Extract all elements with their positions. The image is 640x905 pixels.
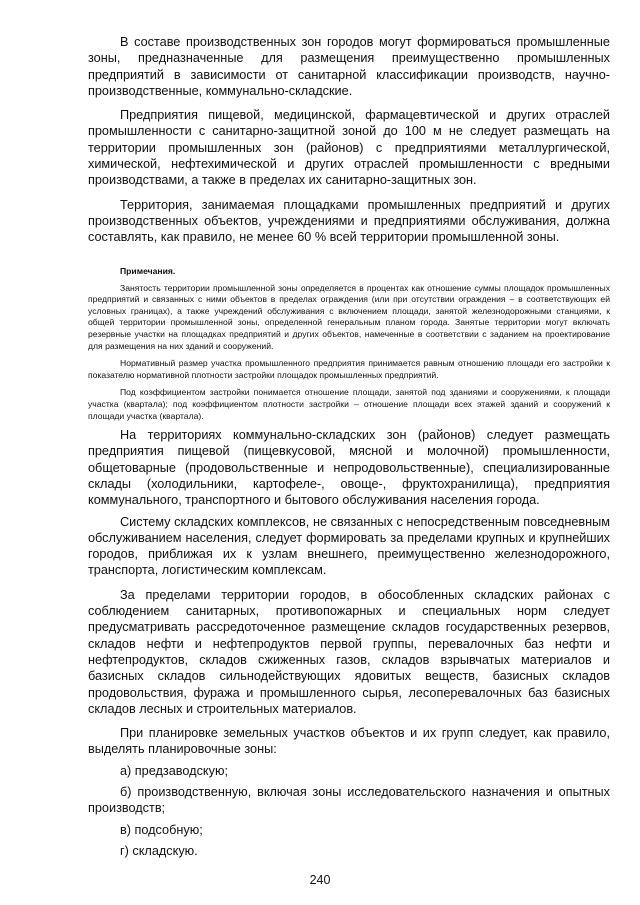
paragraph-warehouse-zones: На территориях коммунально-складских зон (районов) следует размещать предприятия пищевой (пищевкусовой, мясной и молочной) промышленности, общетоварные (продовольственные и непродовольственные), специализированные склады (холодильники, картофеле-, овоще-, фруктохранилища), предприятия коммунального, транспортного и бытового обслуживания населения города. [88, 428, 610, 508]
paragraph-territory-share: Территория, занимаемая площадками промышленных предприятий и других производственных объектов, учреждениями и предприятиями обслуживания, должна составлять, как правило, не менее 60 % всей территории промышленной зоны. [88, 197, 610, 245]
paragraph-warehouse-complexes: Систему складских комплексов, не связанных с непосредственным повседневным обслуживанием населения, следует формировать за пределами крупных и крупнейших городов, приближая их к узлам внешнего, преимущественно железнодорожного, транспорта, логистическим комплексам. [88, 514, 610, 578]
paragraph-food-enterprises: Предприятия пищевой, медицинской, фармацевтической и других отраслей промышленности с санитарно-защитной зоной до 100 м не следует размещать на территории промышленных зон (районов) с предприятиями металлургической, химической, нефтехимической и других отраслей промышленности с вредными производствами, а также в пределах их санитарно-защитных зон. [88, 108, 610, 188]
zone-list-item: б) производственную, включая зоны исследовательского назначения и опытных производств; [88, 785, 610, 816]
zone-list-item: а) предзаводскую; [120, 763, 228, 778]
note-item: Нормативный размер участка промышленного предприятия принимается равным отношению площади его застройки к показателю нормативной плотности застройки площадок промышленных предприятий. [88, 358, 610, 380]
page-number: 240 [309, 873, 331, 887]
document-page [88, 34, 610, 859]
paragraph-production-zones: В составе производственных зон городов могут формироваться промышленные зоны, предназначенные для размещения преимущественно промышленных предприятий в зависимости от санитарной классификации производств, научно-производственные, коммунально-складские. [88, 35, 610, 98]
paragraph-planning-zones: При планировке земельных участков объектов и их групп следует, как правило, выделять планировочные зоны: [88, 726, 610, 757]
zone-list-item: в) подсобную; [120, 822, 203, 837]
note-item: Занятость территории промышленной зоны определяется в процентах как отношение суммы площадок промышленных предприятий и связанных с ними объектов в пределах ограждения (или при отсутствии ограждения – в соответствующих ей условных границах), а также учреждений обслуживания с включением площади, занятой железнодорожными станциями, к общей территории промышленной зоны, определенной генеральным планом города. Занятые территории могут включать резервные участки на площадках предприятий и других объектов, намеченные в соответствии с заданием на проектирование для размещения на них зданий и сооружений. [88, 282, 610, 351]
paragraph-isolated-warehouses: За пределами территории городов, в обособленных складских районах с соблюдением санитарных, противопожарных и специальных норм следует предусматривать рассредоточенное размещение складов государственных резервов, складов нефти и нефтепродуктов первой группы, перевалочных баз нефти и нефтепродуктов, складов сжиженных газов, складов взрывчатых материалов и базисных складов сильнодействующих ядовитых веществ, базисных складов продовольствия, фуража и промышленного сырья, лесоперевалочных баз базисных складов лесных и строительных материалов. [88, 587, 610, 716]
note-item: Под коэффициентом застройки понимается отношение площади, занятой под зданиями и сооружениями, к площади участка (квартала); под коэффициентом плотности застройки – отношение площади всех этажей зданий и сооружений к площади участка (квартала). [88, 387, 610, 421]
notes-title: Примечания. [120, 265, 176, 276]
zone-list-item: г) складскую. [120, 843, 198, 858]
